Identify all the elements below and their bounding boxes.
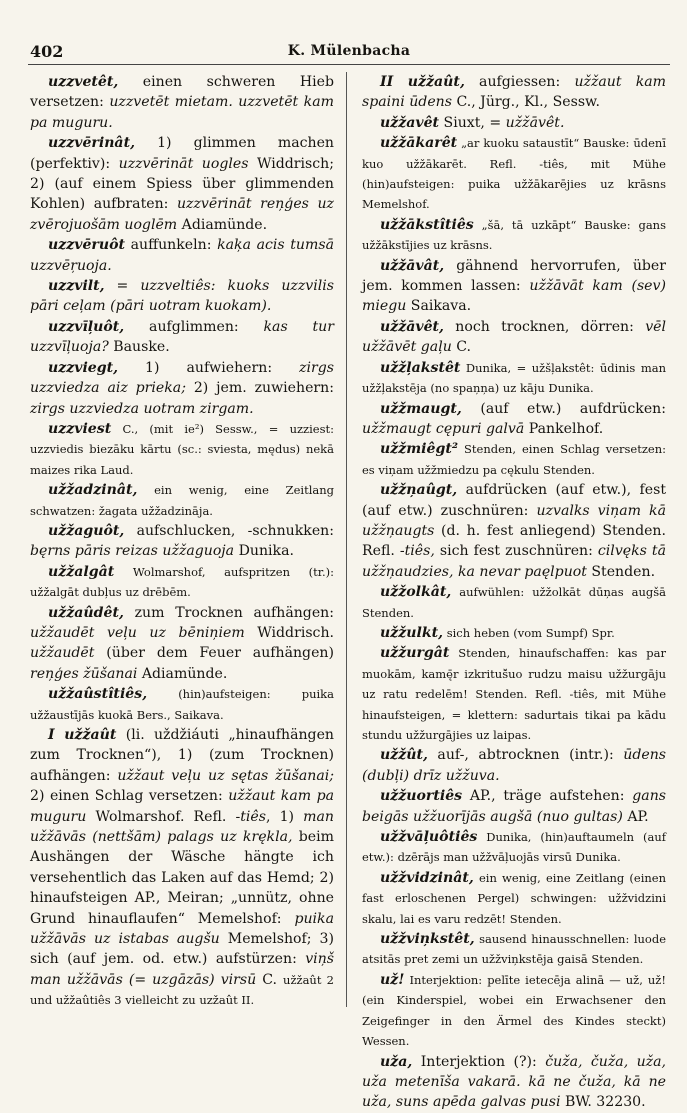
headword: užžāvêt, bbox=[380, 318, 444, 335]
gloss-text: C., Jürg., Kl., Sessw. bbox=[451, 94, 600, 111]
dictionary-entry bbox=[362, 786, 666, 827]
gloss-text: 2) jem. zuwiehern: bbox=[185, 380, 334, 397]
small-text: sich heben (vom Sumpf) Spr. bbox=[443, 625, 615, 640]
headword: uža, bbox=[380, 1053, 413, 1070]
gloss-text: = bbox=[104, 278, 141, 295]
headword: uzzvīļuôt, bbox=[48, 318, 125, 335]
headword: uzzvēruôt bbox=[48, 237, 125, 254]
example-text: viņš man užžāvās (= uzgāzās) virsū bbox=[30, 951, 334, 988]
dictionary-entry bbox=[30, 276, 334, 317]
headword: užžaûdêt, bbox=[48, 604, 124, 621]
example-text: kas tur uzzvīļuoja? bbox=[30, 318, 334, 356]
example-text: reņģes žūšanai bbox=[30, 665, 138, 682]
dictionary-entry bbox=[362, 623, 666, 643]
gloss-text: aufgiessen: bbox=[464, 74, 575, 90]
headword: už! bbox=[380, 971, 405, 988]
gloss-text: Bauske. bbox=[108, 339, 170, 356]
small-text: ein wenig, eine Zeitlang schwatzen: žagata užžadzināja. bbox=[30, 483, 334, 518]
dictionary-entry bbox=[362, 970, 666, 1052]
small-text: „šā, tā uzkāpt“ Bauske: gans užžākstījies uz krāsns. bbox=[362, 217, 666, 253]
dictionary-entry bbox=[362, 358, 666, 399]
small-text: Dunika, (hin)auftaumeln (auf etw.): dzērājs man užžvāļuojās virsū Dunika. bbox=[362, 830, 666, 865]
gloss-text: AP., träge aufstehen: bbox=[462, 788, 633, 805]
gloss-text: AP. bbox=[622, 808, 649, 825]
headword: II užžaût, bbox=[380, 74, 465, 90]
dictionary-entry bbox=[362, 113, 666, 133]
gloss-text: auf-, abtrocknen (intr.): bbox=[427, 747, 624, 764]
example-text: man užžāvās (nettšām) palags uz krękla, bbox=[30, 808, 334, 846]
example-text: kaķa acis tumsā uzzvēŗuoja. bbox=[30, 237, 334, 274]
headword: uzzviegt, bbox=[48, 359, 119, 376]
headword: užžņaûgt, bbox=[380, 482, 458, 499]
gloss-text: aufglimmen: bbox=[124, 318, 264, 335]
example-text: užžaut kam spaini ūdens bbox=[362, 74, 666, 111]
example-text: užžāvāt kam (sev) miegu bbox=[362, 278, 666, 315]
small-text: Interjektion: pelīte ietecēja alinā — už, už! (ein Kinderspiel, wobei ein Erwachsener den Zeigefinger in den Ärmel des Kindes steckt) Wessen. bbox=[362, 972, 666, 1049]
gloss-text: Stenden. bbox=[586, 563, 656, 580]
gloss-text: Widdrisch. bbox=[244, 624, 335, 641]
gloss-text: Wolmarshof. Refl. - bbox=[86, 808, 241, 825]
headword: užžurgât bbox=[380, 645, 450, 662]
dictionary-entry bbox=[362, 439, 666, 480]
dictionary-entry bbox=[362, 745, 666, 786]
dictionary-entry bbox=[30, 521, 334, 562]
gloss-text: zum Trocknen aufhängen: bbox=[123, 604, 334, 621]
example-text: užžāvêt. bbox=[505, 114, 565, 131]
example-text: uzzvērināt uogles bbox=[118, 155, 249, 172]
gloss-text: Pankelhof. bbox=[524, 420, 604, 437]
gloss-text: , 1) bbox=[266, 808, 304, 825]
gloss-text: BW. 32230. bbox=[560, 1094, 646, 1111]
small-text: Stenden, einen Schlag versetzen: es viņam užžmiedzu pa cękulu Stenden. bbox=[362, 442, 666, 477]
headword: užžāvât, bbox=[380, 257, 445, 274]
dictionary-entry bbox=[362, 72, 666, 113]
gloss-text: 1) aufwiehern: bbox=[118, 359, 300, 376]
column-divider bbox=[346, 72, 347, 1007]
dictionary-entry bbox=[30, 235, 334, 276]
gloss-text: einen schweren Hieb versetzen: bbox=[30, 74, 334, 111]
example-text: tiês, bbox=[404, 543, 435, 560]
running-title: K. Mülenbacha bbox=[287, 43, 411, 59]
page-number: 402 bbox=[30, 42, 64, 61]
dictionary-entry bbox=[30, 684, 334, 725]
example-text: cilvęks tā užžņaudzies, ka nevar paęlpuot bbox=[362, 543, 666, 580]
gloss-text: C. bbox=[451, 339, 472, 356]
gloss-text: Dunika. bbox=[234, 543, 294, 560]
example-text: zirgs uzzviedza uotram zirgam. bbox=[30, 400, 254, 417]
small-text: sausend hinausschnellen: luode atsitās pret zemi un užžviņkstēja gaisā Stenden. bbox=[362, 932, 666, 967]
headword: užžût, bbox=[380, 747, 428, 764]
example-text: užžaudēt veļu uz bēniņiem bbox=[30, 624, 245, 641]
example-text: puika užžāvās uz istabas augšu bbox=[30, 910, 334, 948]
gloss-text: Saikava. bbox=[406, 298, 472, 315]
headword: uzzvilt, bbox=[48, 278, 105, 295]
example-text: užžmaugt cępuri galvā bbox=[362, 420, 525, 437]
example-text: gans beigās užžuorījās augšā (nuo gultas) bbox=[362, 788, 666, 825]
dictionary-entry bbox=[362, 256, 666, 317]
dictionary-entry bbox=[30, 603, 334, 685]
headword: užžolkât, bbox=[380, 584, 452, 601]
headword: užžulkt, bbox=[380, 624, 444, 641]
small-text: C., (mit ie²) Sessw., = uzziest: uzzviedis biezāku kārtu (sc.: sviesta, mędus) nekā maizes rika Laud. bbox=[30, 421, 334, 477]
gloss-text: (auf etw.) aufdrücken: bbox=[461, 400, 666, 417]
dictionary-entry bbox=[362, 317, 666, 358]
small-text: užžaût 2 und užžaûtiês 3 vielleicht zu uzžaût II. bbox=[30, 972, 334, 1008]
headword: užžaguôt, bbox=[48, 522, 125, 539]
headword: uzzviest bbox=[48, 420, 112, 437]
small-text: „ar kuoku sataustīt“ Bauske: ūdenī kuo užžākarēt. Refl. -tiês, mit Mühe (hin)aufsteigen: puika užžākarējies uz krāsns Memelshof. bbox=[362, 136, 666, 212]
headword: užžmiêgt² bbox=[380, 441, 459, 458]
gloss-text: aufdrücken (auf etw.), fest (auf etw.) zuschnüren: bbox=[362, 482, 666, 519]
headword: užžākarêt bbox=[380, 135, 458, 152]
dictionary-entry bbox=[362, 133, 666, 215]
dictionary-entry bbox=[362, 868, 666, 929]
gloss-text: Adiamünde. bbox=[137, 665, 228, 682]
gloss-text: C. bbox=[256, 971, 284, 988]
gloss-text: noch trocknen, dörren: bbox=[443, 318, 646, 335]
page-header bbox=[28, 42, 670, 65]
dictionary-entry bbox=[30, 419, 334, 480]
example-text: užžaut kam pa muguru bbox=[30, 788, 335, 825]
example-text: uzvalks viņam kā užžņaugts bbox=[362, 502, 666, 539]
small-text: aufwühlen: užžolkāt dūņas augšā Stenden. bbox=[362, 585, 666, 620]
headword: užžvidzinât, bbox=[380, 869, 474, 886]
dictionary-entry bbox=[362, 215, 666, 256]
dictionary-entry bbox=[362, 1052, 666, 1113]
small-text: Stenden, hinaufschaffen: kas par muokām, kamę̄r izkrituš̄uo rudzu maisu užžurgāju uz ratu redelēm! Stenden. Refl. -tiês, mit Mühe hinaufsteigen, = klettern: sadurtais tikai pa kādu stundu užžurgājies uz laipas. bbox=[362, 646, 666, 742]
dictionary-entry bbox=[30, 562, 334, 603]
gloss-text: Widdrisch; 2) (auf einem Spiess über glimmenden Kohlen) aufbraten: bbox=[30, 155, 335, 213]
gloss-text: Adiamünde. bbox=[177, 216, 268, 233]
dictionary-entry bbox=[30, 72, 334, 133]
gloss-text: sich fest zuschnüren: bbox=[434, 543, 598, 560]
gloss-text: Siuxt, = bbox=[439, 114, 506, 131]
headword: užžļakstêt bbox=[380, 359, 461, 376]
headword: užžalgât bbox=[48, 563, 115, 580]
example-text: tiês bbox=[240, 808, 266, 825]
headword: užžākstîtiês bbox=[380, 216, 474, 233]
headword: užžaûstîtiês, bbox=[48, 686, 148, 703]
dictionary-entry bbox=[362, 582, 666, 623]
dictionary-entry bbox=[362, 827, 666, 868]
gloss-text: (über dem Feuer aufhängen) bbox=[94, 645, 334, 662]
example-text: užžaut veļu uz sętas žūšanai; bbox=[117, 767, 334, 784]
dictionary-entry bbox=[362, 929, 666, 970]
example-text: užžaudēt bbox=[30, 645, 95, 662]
left-column bbox=[30, 72, 334, 1007]
gloss-text: beim Aushängen der Wäsche hängte ich versehentlich das Laken auf das Hemd; 2) hinaufsteigen AP., Meiran; „unnütz, ohne Grund hinauflaufen“ Memelshof: bbox=[30, 829, 334, 927]
gloss-text: 2) einen Schlag versetzen: bbox=[30, 788, 229, 805]
example-text: uzzvērināt reņģes uz zvērojuošām uoglēm bbox=[30, 196, 334, 233]
headword: I užžaût bbox=[48, 727, 117, 743]
gloss-text: Interjektion (?): bbox=[412, 1053, 546, 1070]
dictionary-entry bbox=[30, 725, 334, 1011]
right-column bbox=[362, 72, 666, 1111]
gloss-text: gähnend hervorrufen, über jem. kommen lassen: bbox=[362, 257, 666, 295]
example-text: vēl užžāvēt gaļu bbox=[362, 318, 666, 356]
example-text: ūdens (dubļi) drīz užžuva. bbox=[362, 747, 666, 784]
example-text: čuža, čuža, uža, uža metenīša vakarā. kā ne čuža, kā ne uža, suns apēda galvas pusi bbox=[362, 1053, 666, 1111]
gloss-text: 1) glimmen machen (perfektiv): bbox=[30, 135, 334, 172]
gloss-text: aufschlucken, -schnukken: bbox=[124, 522, 334, 539]
headword: uzzvērinât, bbox=[48, 135, 135, 152]
dictionary-entry bbox=[30, 133, 334, 235]
gloss-text: Memelshof; 3) sich (auf jem. od. etw.) aufstürzen: bbox=[30, 931, 334, 968]
example-text: uzzveltiês: kuoks uzzvilis pāri ceļam (pāri uotram kuokam). bbox=[30, 278, 334, 315]
dictionary-entry bbox=[362, 399, 666, 440]
gloss-text: (d. h. fest anliegend) Stenden. Refl. - bbox=[362, 522, 666, 560]
gloss-text: (li. uždžiáuti „hinaufhängen zum Trocknen“), 1) (zum Trocknen) aufhängen: bbox=[30, 727, 334, 784]
dictionary-entry bbox=[30, 317, 334, 358]
small-text: (hin)aufsteigen: puika užžaustījās kuokā Bers., Saikava. bbox=[30, 687, 334, 722]
headword: uzzvetêt, bbox=[48, 74, 119, 90]
small-text: Wolmarshof, aufspritzen (tr.): užžalgāt dubļus uz drēbēm. bbox=[30, 564, 334, 600]
small-text: ein wenig, eine Zeitlang (einen fast erloschenen Pergel) schwingen: užžvidzini skalu, lai es varu redzēt! Stenden. bbox=[362, 870, 666, 926]
small-text: Dunika, = užšļakstêt: ūdinis man užžļakstēja (no spaņņa) uz kāju Dunika. bbox=[362, 360, 666, 396]
dictionary-entry bbox=[30, 480, 334, 521]
example-text: bęrns pāris reizas užžaguoja bbox=[30, 543, 235, 560]
gloss-text: auffunkeln: bbox=[125, 237, 218, 254]
headword: užžuortiês bbox=[380, 788, 463, 805]
example-text: uzzvetēt mietam. uzzvetēt kam pa muguru. bbox=[30, 94, 334, 131]
dictionary-entry bbox=[30, 358, 334, 419]
headword: užžavêt bbox=[380, 114, 440, 131]
headword: užžviņkstêt, bbox=[380, 931, 475, 948]
dictionary-entry bbox=[362, 643, 666, 745]
headword: užžvāļuôtiês bbox=[380, 829, 478, 846]
headword: užžadzinât, bbox=[48, 482, 138, 499]
dictionary-entry bbox=[362, 480, 666, 582]
example-text: zirgs uzzviedza aiz prieka; bbox=[30, 359, 334, 397]
headword: užžmaugt, bbox=[380, 400, 462, 417]
